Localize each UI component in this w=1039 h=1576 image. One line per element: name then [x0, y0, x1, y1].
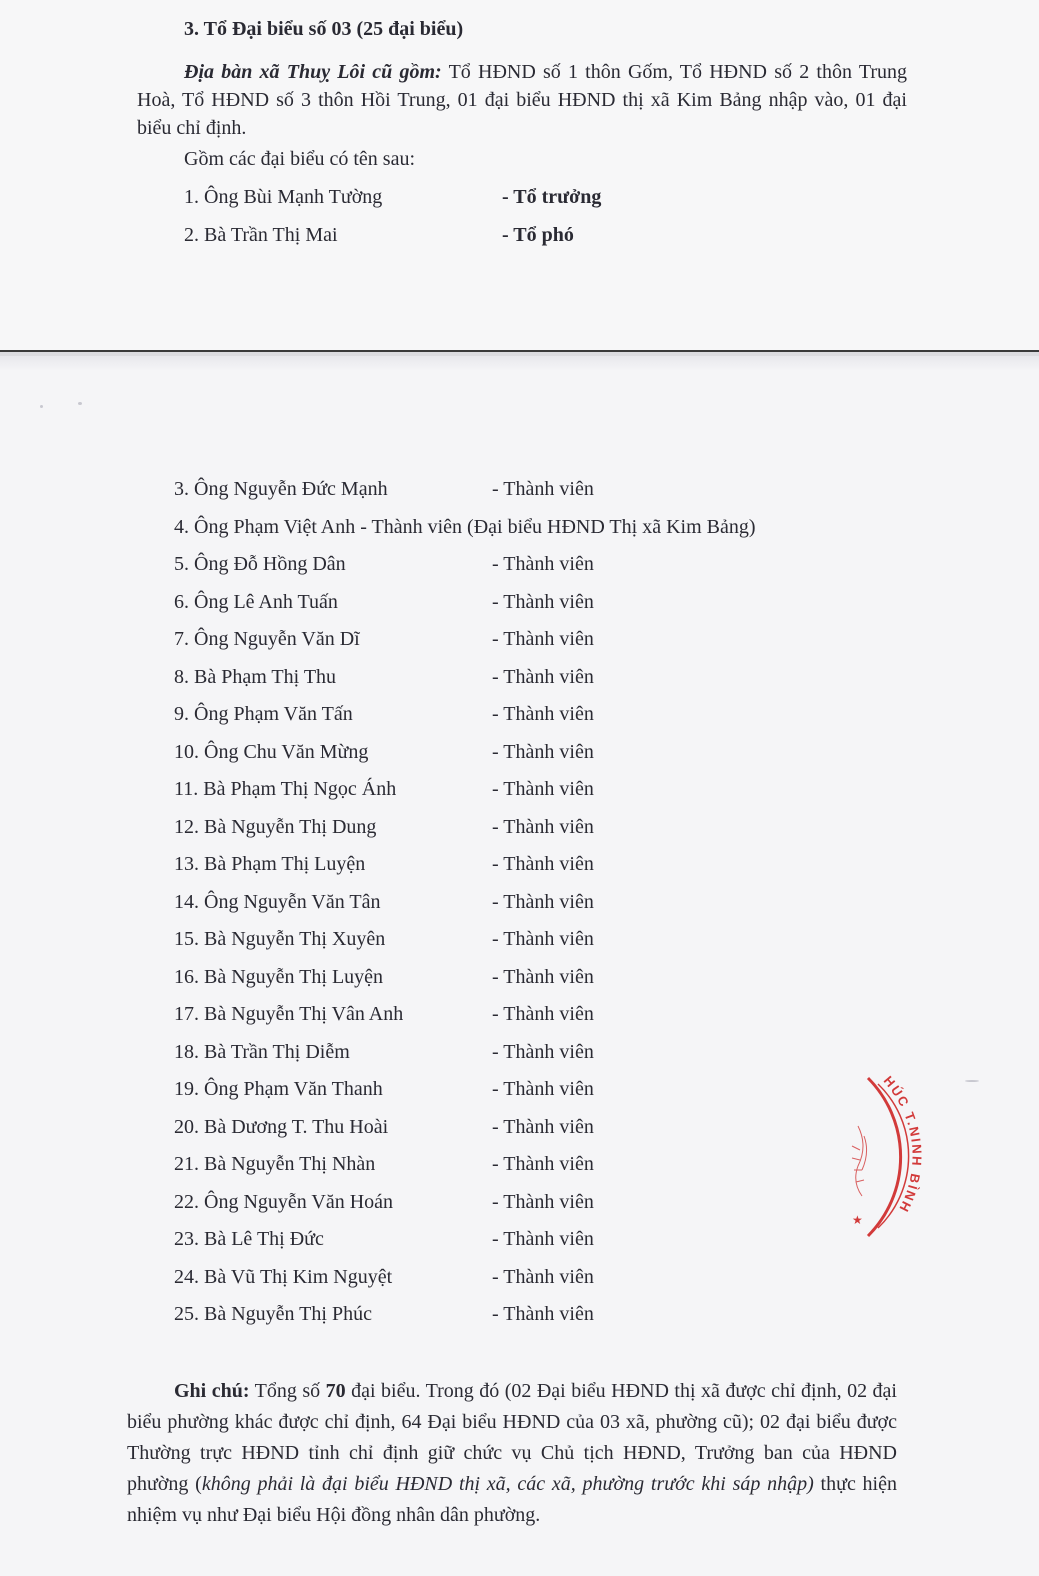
member-role: - Thành viên — [492, 628, 594, 650]
member-name: 8. Bà Phạm Thị Thu — [174, 665, 337, 688]
note-italic: không phải là đại biểu HĐND thị xã, các xã, phường trước khi sáp nhập) — [201, 1473, 814, 1495]
member-name: 16. Bà Nguyễn Thị Luyện — [174, 965, 384, 988]
member-name: 22. Ông Nguyễn Văn Hoán — [174, 1190, 394, 1213]
member-name: 10. Ông Chu Văn Mừng — [174, 740, 369, 763]
member-role: - Thành viên — [492, 665, 594, 688]
document-page-1 — [0, 0, 1039, 350]
scan-speck — [40, 405, 43, 408]
member-role: - Thành viên — [492, 1040, 594, 1063]
member-role: - Thành viên — [492, 590, 594, 613]
section-heading: 3. Tổ Đại biểu số 03 (25 đại biểu) — [184, 18, 464, 40]
member-role: - Thành viên — [492, 1190, 594, 1213]
member-role: - Tổ phó — [502, 224, 574, 246]
footnote — [127, 1376, 897, 1531]
scan-speck — [78, 402, 82, 405]
member-name: 4. Ông Phạm Việt Anh - Thành viên (Đại biểu HĐND Thị xã Kim Bảng) — [174, 515, 756, 538]
official-seal-stamp — [838, 1066, 958, 1246]
member-name: 12. Bà Nguyễn Thị Dung — [174, 815, 377, 838]
member-role: - Thành viên — [492, 1078, 594, 1100]
member-name: 6. Ông Lê Anh Tuấn — [174, 590, 338, 613]
area-description — [137, 58, 907, 142]
member-name: 2. Bà Trần Thị Mai — [184, 224, 338, 246]
area-label: Địa bàn xã Thuỵ Lôi cũ gồm: — [184, 61, 442, 83]
member-name: 13. Bà Phạm Thị Luyện — [174, 853, 366, 875]
member-name: 14. Ông Nguyễn Văn Tân — [174, 890, 381, 913]
member-role: - Thành viên — [492, 928, 594, 950]
member-name: 23. Bà Lê Thị Đức — [174, 1228, 324, 1250]
note-text-c: thực hiện nhiệm vụ như Đại biểu Hội đồng nhân dân phường. — [127, 1473, 897, 1526]
member-role: - Thành viên — [492, 740, 594, 763]
member-name: 5. Ông Đỗ Hồng Dân — [174, 553, 346, 575]
member-role: - Thành viên — [492, 1003, 594, 1025]
member-name: 9. Ông Phạm Văn Tấn — [174, 703, 353, 725]
member-role: - Thành viên — [492, 965, 594, 988]
member-role: - Thành viên — [492, 815, 594, 838]
member-role: - Thành viên — [492, 1115, 594, 1138]
member-role: - Thành viên — [492, 703, 594, 725]
member-name: 3. Ông Nguyễn Đức Mạnh — [174, 478, 388, 500]
member-name: 1. Ông Bùi Mạnh Tường — [184, 186, 383, 208]
note-total: 70 — [325, 1380, 346, 1402]
member-name: 15. Bà Nguyễn Thị Xuyên — [174, 928, 386, 950]
member-name: 21. Bà Nguyễn Thị Nhàn — [174, 1153, 376, 1175]
member-name: 20. Bà Dương T. Thu Hoài — [174, 1115, 389, 1138]
note-text-a: Tổng số — [249, 1380, 326, 1402]
member-name: 25. Bà Nguyễn Thị Phúc — [174, 1303, 372, 1325]
member-role: - Thành viên — [492, 1303, 594, 1325]
page-gutter — [0, 356, 1039, 370]
seal-text: HÚC T.NINH BÌNH — [880, 1073, 925, 1216]
member-role: - Thành viên — [492, 778, 594, 800]
member-role: - Tổ trưởng — [502, 186, 602, 208]
member-name: 19. Ông Phạm Văn Thanh — [174, 1078, 383, 1100]
member-role: - Thành viên — [492, 853, 594, 875]
member-role: - Thành viên — [492, 890, 594, 913]
member-name: 11. Bà Phạm Thị Ngọc Ánh — [174, 778, 397, 800]
note-text-b: đại biểu. Trong đó (02 Đại biểu HĐND thị xã được chỉ định, 02 đại biểu phường khác được chỉ định, 64 Đại biểu HĐND của 03 xã, phường cũ); 02 đại biểu được Thường trực HĐND tỉnh chỉ định giữ chức vụ Chủ tịch HĐND, Trưởng ban của HĐND phường ( — [127, 1380, 897, 1495]
member-role: - Thành viên — [492, 478, 594, 500]
member-role: - Thành viên — [492, 1228, 594, 1250]
member-name: 24. Bà Vũ Thị Kim Nguyệt — [174, 1265, 393, 1288]
member-name: 7. Ông Nguyễn Văn Dĩ — [174, 628, 360, 650]
member-role: - Thành viên — [492, 553, 594, 575]
member-name: 18. Bà Trần Thị Diễm — [174, 1040, 350, 1063]
seal-emblem — [852, 1126, 867, 1196]
scan-speck — [965, 1080, 979, 1082]
note-label: Ghi chú: — [174, 1380, 250, 1402]
member-name: 17. Bà Nguyễn Thị Vân Anh — [174, 1003, 404, 1025]
members-intro: Gồm các đại biểu có tên sau: — [184, 148, 416, 170]
member-role: - Thành viên — [492, 1153, 594, 1175]
area-text: Tổ HĐND số 1 thôn Gốm, Tổ HĐND số 2 thôn Trung Hoà, Tổ HĐND số 3 thôn Hồi Trung, 01 đại biểu HĐND thị xã Kim Bảng nhập vào, 01 đại biểu chỉ định. — [137, 61, 907, 139]
member-role: - Thành viên — [492, 1265, 594, 1288]
seal-star-icon: ★ — [852, 1213, 863, 1227]
